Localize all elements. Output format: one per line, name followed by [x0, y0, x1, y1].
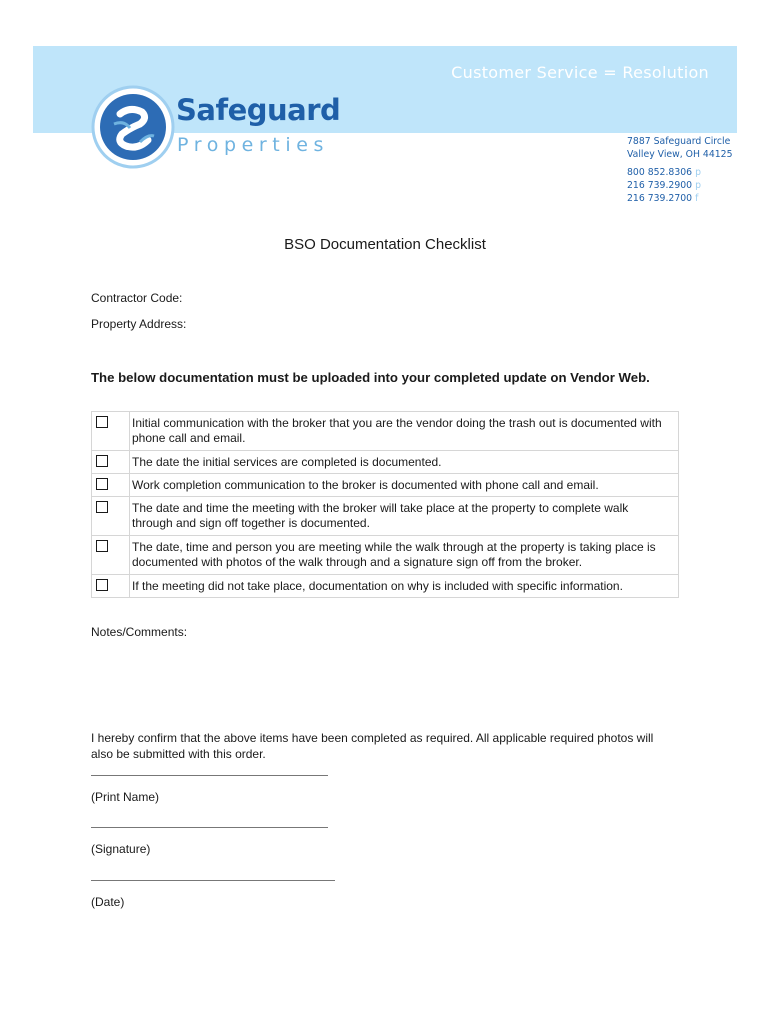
print-name-label: (Print Name) [91, 790, 160, 804]
brand-name: Safeguard [176, 93, 341, 127]
signature-label: (Signature) [91, 842, 151, 856]
address-line-1: 7887 Safeguard Circle [627, 136, 731, 147]
date-label: (Date) [91, 895, 125, 909]
notes-label: Notes/Comments: [91, 625, 188, 639]
document-title: BSO Documentation Checklist [284, 236, 486, 253]
address-line-2: Valley View, OH 44125 [627, 148, 733, 160]
checklist-item-text: The date and time the meeting with the broker will take place at the property to complete walk through and sign off together is documented. [130, 497, 679, 536]
checkbox[interactable] [96, 478, 108, 490]
checkbox[interactable] [96, 540, 108, 552]
print-name-line[interactable] [91, 775, 328, 776]
contractor-code-label: Contractor Code: [91, 291, 183, 305]
tagline: Customer Service = Resolution [451, 63, 709, 82]
checklist-row [92, 536, 679, 575]
checklist-row [92, 497, 679, 536]
checkbox[interactable] [96, 501, 108, 513]
brand-subtitle: Properties [177, 134, 330, 156]
checklist-row [92, 474, 679, 497]
phone-line: 800 852.8306 p [627, 167, 701, 178]
checkbox[interactable] [96, 416, 108, 428]
property-address-label: Property Address: [91, 317, 187, 331]
upload-instruction: The below documentation must be uploaded into your completed update on Vendor Web. [91, 370, 650, 385]
documentation-checklist [91, 411, 679, 598]
phone-list [627, 166, 701, 205]
checkbox[interactable] [96, 455, 108, 467]
confirmation-statement: I hereby confirm that the above items have been completed as required. All applicable required photos will also be submitted with this order. [91, 731, 654, 761]
fax-line: 216 739.2700 f [627, 193, 699, 204]
company-address [627, 136, 733, 161]
signature-line[interactable] [91, 827, 328, 828]
date-line[interactable] [91, 880, 335, 881]
phone-line: 216 739.2900 p [627, 180, 701, 191]
checklist-row [92, 451, 679, 474]
checklist-item-text: The date the initial services are completed is documented. [130, 451, 679, 474]
safeguard-logo-icon [90, 84, 176, 170]
checkbox[interactable] [96, 579, 108, 591]
checklist-item-text: Initial communication with the broker that you are the vendor doing the trash out is documented with phone call and email. [130, 412, 679, 451]
checklist-row [92, 412, 679, 451]
checklist-row [92, 575, 679, 598]
checklist-item-text: The date, time and person you are meeting while the walk through at the property is taking place is documented with photos of the walk through and a signature sign off from the broker. [130, 536, 679, 575]
checklist-item-text: Work completion communication to the broker is documented with phone call and email. [130, 474, 679, 497]
checklist-item-text: If the meeting did not take place, documentation on why is included with specific information. [130, 575, 679, 598]
